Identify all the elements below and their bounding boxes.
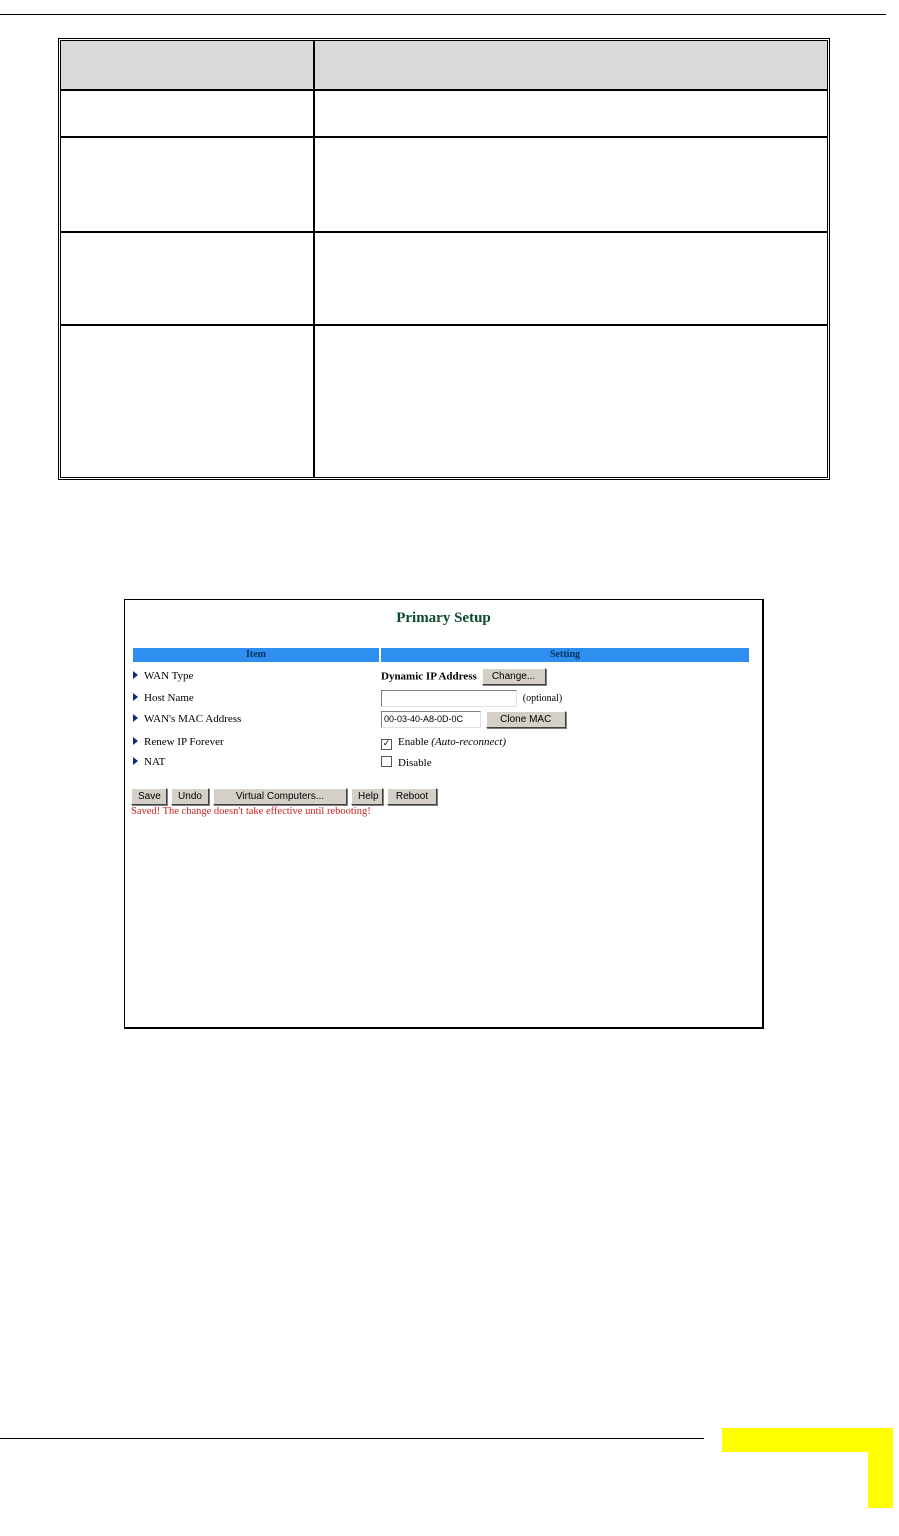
change-button[interactable]: Change... (482, 668, 546, 685)
column-header-setting: Setting (381, 648, 749, 662)
action-buttons (131, 786, 437, 805)
table-row (61, 91, 827, 138)
row-label: Host Name (144, 692, 194, 704)
column-header-item: Item (133, 648, 379, 662)
reboot-button[interactable]: Reboot (387, 788, 437, 805)
primary-setup-screenshot (124, 599, 764, 1029)
renew-ip-checkbox[interactable]: ✓ (382, 739, 391, 749)
nat-disable-label: Disable (398, 757, 432, 769)
row-nat (133, 754, 749, 774)
arrow-icon (133, 714, 138, 722)
row-renew-ip (133, 734, 749, 754)
arrow-icon (133, 757, 138, 765)
arrow-icon (133, 693, 138, 701)
arrow-icon (133, 737, 138, 745)
page-bottom-rule (0, 1438, 704, 1439)
save-button[interactable]: Save (131, 788, 167, 805)
document-table (58, 38, 830, 480)
help-button[interactable]: Help (351, 788, 383, 805)
clone-mac-button[interactable]: Clone MAC (486, 711, 566, 728)
row-host-name (133, 690, 749, 710)
wan-type-value: Dynamic IP Address (381, 670, 477, 683)
undo-button[interactable]: Undo (171, 788, 209, 805)
status-message: Saved! The change doesn't take effective until rebooting! (131, 806, 371, 817)
renew-ip-enable-label: Enable (398, 736, 429, 748)
row-mac-address (133, 711, 749, 731)
virtual-computers-button[interactable]: Virtual Computers... (213, 788, 347, 805)
table-header-row (61, 41, 827, 91)
column-divider (313, 138, 315, 231)
settings-header (133, 648, 749, 662)
auto-reconnect-note: (Auto-reconnect) (431, 736, 507, 748)
corner-mark-vertical (868, 1428, 893, 1508)
column-divider (313, 41, 315, 89)
table-row (61, 233, 827, 326)
optional-note: (optional) (522, 693, 563, 704)
row-label: WAN's MAC Address (144, 713, 242, 725)
table-row (61, 326, 827, 477)
row-wan-type (133, 668, 749, 688)
row-label: NAT (144, 756, 166, 768)
mac-address-input[interactable]: 00-03-40-A8-0D-0C (381, 711, 481, 728)
nat-checkbox[interactable] (381, 756, 392, 767)
column-divider (313, 233, 315, 324)
page-top-rule (0, 14, 886, 15)
column-divider (313, 326, 315, 477)
arrow-icon (133, 671, 138, 679)
row-label: WAN Type (144, 670, 194, 682)
host-name-input[interactable] (381, 690, 517, 707)
row-label: Renew IP Forever (144, 736, 224, 748)
page-title: Primary Setup (396, 610, 491, 626)
column-divider (313, 91, 315, 136)
table-row (61, 138, 827, 233)
